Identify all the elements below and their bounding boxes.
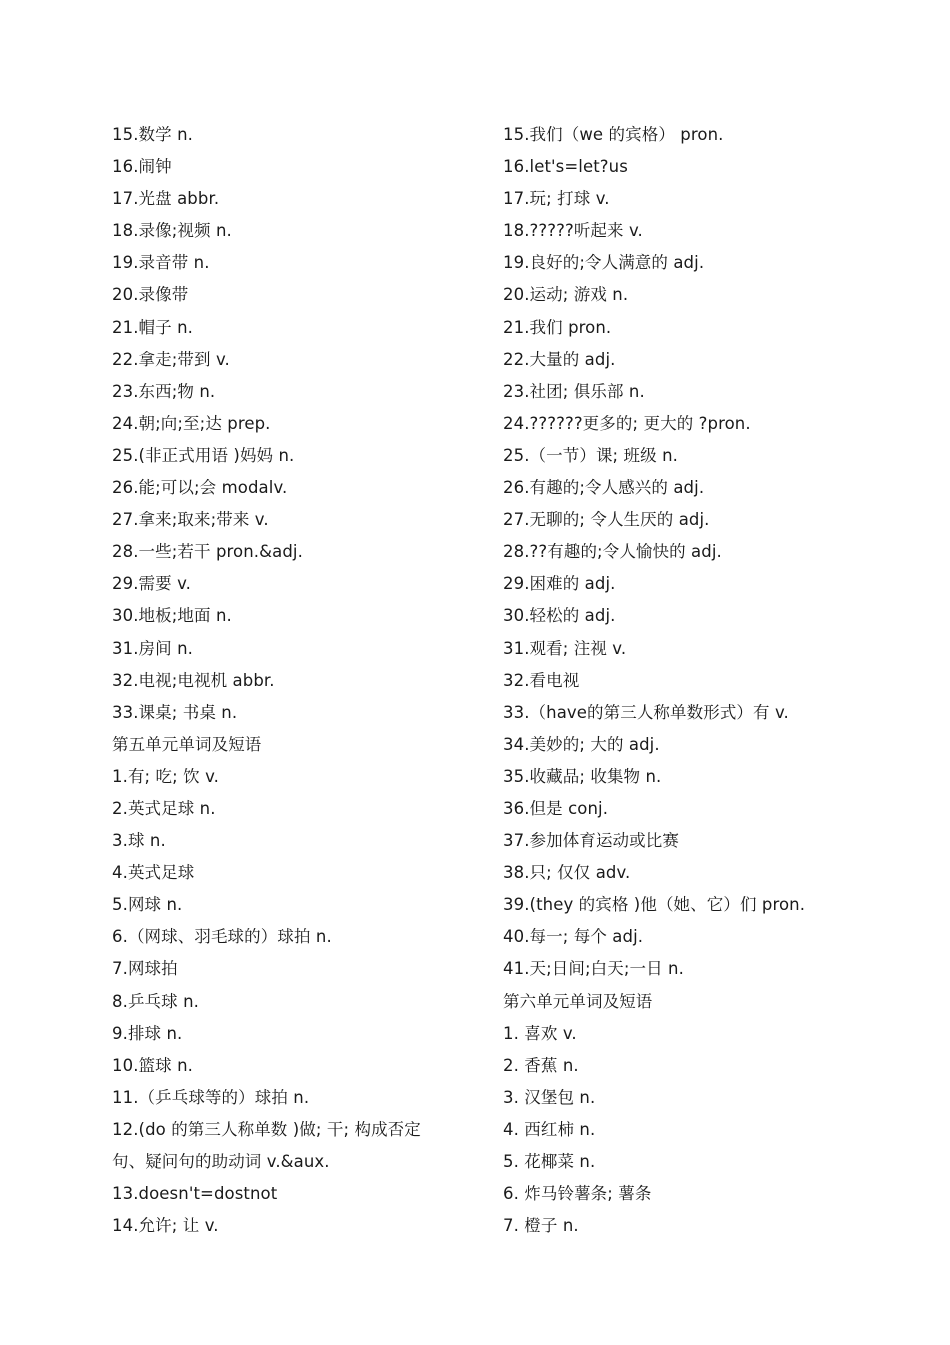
vocab-line: 33.（have的第三人称单数形式）有 v. bbox=[503, 702, 789, 722]
vocab-line: 25.（一节）课; 班级 n. bbox=[503, 445, 678, 465]
vocab-line: 1.有; 吃; 饮 v. bbox=[112, 766, 220, 786]
vocab-line: 38.只; 仅仅 adv. bbox=[503, 863, 631, 883]
right-column bbox=[503, 119, 863, 1242]
vocab-line: 22.拿走;带到 v. bbox=[112, 349, 230, 369]
vocab-line: 第六单元单词及短语 bbox=[503, 991, 653, 1011]
vocab-line: 2. 香蕉 n. bbox=[503, 1055, 579, 1075]
left-column bbox=[112, 119, 462, 1242]
vocab-line: 11.（乒乓球等的）球拍 n. bbox=[112, 1087, 310, 1107]
vocab-line: 24.??????更多的; 更大的 ?pron. bbox=[503, 413, 751, 433]
vocab-line: 25.(非正式用语 )妈妈 n. bbox=[112, 445, 295, 465]
vocab-line: 28.??有趣的;令人愉快的 adj. bbox=[503, 542, 722, 562]
vocab-line: 5. 花椰菜 n. bbox=[503, 1152, 596, 1171]
vocab-line: 41.天;日间;白天;一日 n. bbox=[503, 959, 684, 979]
vocab-line: 37.参加体育运动或比赛 bbox=[503, 831, 679, 851]
vocab-line: 30.地板;地面 n. bbox=[112, 606, 232, 626]
vocab-line: 19.录音带 n. bbox=[112, 253, 210, 273]
vocab-line: 3.球 n. bbox=[112, 831, 166, 851]
vocab-line: 6. 炸马铃薯条; 薯条 bbox=[503, 1184, 652, 1204]
vocab-line: 28.一些;若干 pron.&adj. bbox=[112, 542, 303, 562]
vocab-line: 13.doesn't=dostnot bbox=[112, 1184, 278, 1204]
vocab-line: 35.收藏品; 收集物 n. bbox=[503, 766, 662, 786]
vocab-line: 27.拿来;取来;带来 v. bbox=[112, 510, 269, 530]
vocab-line: 8.乒乓球 n. bbox=[112, 991, 199, 1011]
vocab-line: 20.运动; 游戏 n. bbox=[503, 285, 629, 305]
vocab-line: 24.朝;向;至;达 prep. bbox=[112, 413, 271, 433]
vocab-line: 12.(do 的第三人称单数 )做; 干; 构成否定 bbox=[112, 1119, 421, 1139]
vocab-line: 23.东西;物 n. bbox=[112, 381, 216, 401]
vocab-line: 17.玩; 打球 v. bbox=[503, 189, 610, 209]
vocab-line: 21.我们 pron. bbox=[503, 317, 612, 337]
vocab-line: 7. 橙子 n. bbox=[503, 1216, 579, 1236]
vocab-line: 36.但是 conj. bbox=[503, 798, 609, 818]
vocab-line: 16.let's=let?us bbox=[503, 157, 628, 177]
vocab-line: 4.英式足球 bbox=[112, 863, 195, 883]
vocab-line: 5.网球 n. bbox=[112, 895, 183, 915]
vocab-line: 18.录像;视频 n. bbox=[112, 221, 232, 241]
vocab-line: 22.大量的 adj. bbox=[503, 349, 616, 369]
vocab-line: 第五单元单词及短语 bbox=[112, 734, 262, 754]
vocab-line: 6.（网球、羽毛球的）球拍 n. bbox=[112, 927, 332, 947]
vocab-line: 29.困难的 adj. bbox=[503, 574, 616, 594]
vocab-line: 19.良好的;令人满意的 adj. bbox=[503, 253, 705, 273]
vocab-line: 9.排球 n. bbox=[112, 1023, 183, 1043]
vocab-line: 23.社团; 俱乐部 n. bbox=[503, 381, 645, 401]
vocab-line: 14.允许; 让 v. bbox=[112, 1216, 219, 1236]
vocab-line: 31.房间 n. bbox=[112, 638, 193, 658]
vocab-line: 29.需要 v. bbox=[112, 574, 192, 594]
vocab-line: 31.观看; 注视 v. bbox=[503, 638, 627, 658]
vocab-line: 33.课桌; 书桌 n. bbox=[112, 702, 238, 722]
vocab-line: 2.英式足球 n. bbox=[112, 798, 216, 818]
vocab-line: 34.美妙的; 大的 adj. bbox=[503, 734, 660, 754]
vocab-line: 15.我们（we 的宾格） pron. bbox=[503, 125, 724, 144]
vocab-line: 16.闹钟 bbox=[112, 157, 172, 177]
vocab-line: 7.网球拍 bbox=[112, 959, 178, 979]
vocab-line: 40.每一; 每个 adj. bbox=[503, 927, 644, 947]
vocab-line: 26.有趣的;令人感兴的 adj. bbox=[503, 478, 705, 498]
vocab-line: 21.帽子 n. bbox=[112, 317, 193, 337]
vocab-line: 18.?????听起来 v. bbox=[503, 221, 643, 241]
vocab-line: 27.无聊的; 令人生厌的 adj. bbox=[503, 510, 710, 530]
vocab-line: 3. 汉堡包 n. bbox=[503, 1087, 596, 1107]
vocab-line: 39.(they 的宾格 )他（她、它）们 pron. bbox=[503, 895, 806, 915]
vocab-line: 1. 喜欢 v. bbox=[503, 1023, 577, 1043]
vocab-line: 30.轻松的 adj. bbox=[503, 606, 616, 626]
vocab-line: 32.电视;电视机 abbr. bbox=[112, 670, 275, 690]
vocab-line: 32.看电视 bbox=[503, 670, 580, 690]
vocab-line: 10.篮球 n. bbox=[112, 1055, 193, 1075]
vocab-line: 4. 西红柿 n. bbox=[503, 1119, 596, 1139]
vocab-line: 26.能;可以;会 modalv. bbox=[112, 478, 288, 498]
vocab-line: 15.数学 n. bbox=[112, 125, 193, 144]
vocab-line: 句、疑问句的助动词 v.&aux. bbox=[112, 1152, 330, 1171]
vocab-line: 20.录像带 bbox=[112, 285, 189, 305]
vocab-line: 17.光盘 abbr. bbox=[112, 189, 220, 209]
